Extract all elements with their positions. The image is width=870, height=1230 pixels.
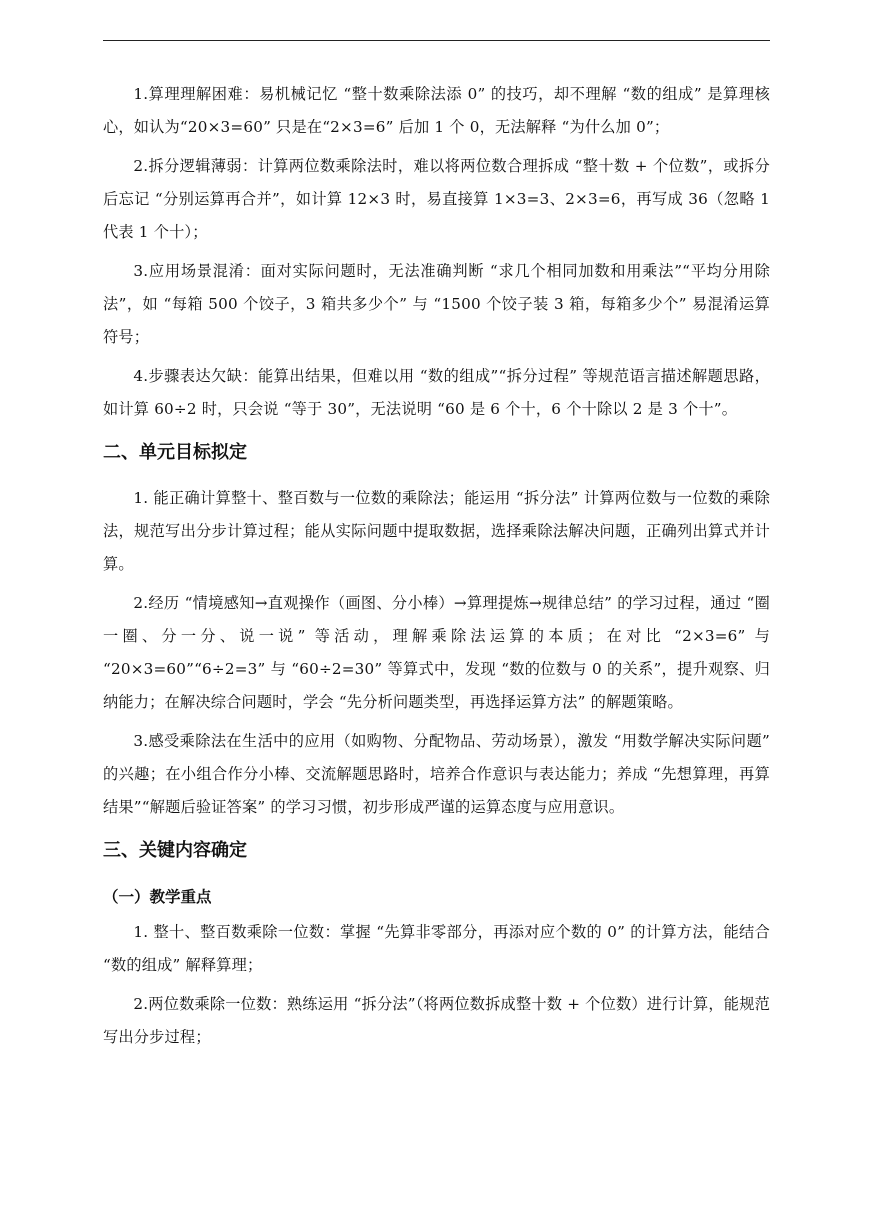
focus-item-2: 2.两位数乘除一位数：熟练运用 “拆分法”（将两位数拆成整十数 + 个位数）进行计算，能规范写出分步过程； [103,995,770,1046]
goal-item-3: 3.感受乘除法在生活中的应用（如购物、分配物品、劳动场景），激发 “用数学解决实际问题” 的兴趣；在小组合作分小棒、交流解题思路时，培养合作意识与表达能力；养成 “先想算理，再算结果”“解题后验证答案” 的学习习惯，初步形成严谨的运算态度与应用意识。 [103,732,770,816]
subheading-teaching-focus: （一）教学重点 [103,888,212,906]
header-rule [103,40,770,41]
section-heading-unit-goals: 二、单元目标拟定 [103,442,247,463]
section-heading-key-content: 三、关键内容确定 [103,840,247,861]
goal-item-1: 1. 能正确计算整十、整百数与一位数的乘除法；能运用 “拆分法” 计算两位数与一位数的乘除法，规范写出分步计算过程；能从实际问题中提取数据，选择乘除法解决问题，正确列出算式并计算。 [103,489,770,573]
focus-item-1: 1. 整十、整百数乘除一位数：掌握 “先算非零部分，再添对应个数的 0” 的计算方法，能结合 “数的组成” 解释算理； [103,923,770,974]
document-body [103,78,770,1060]
difficulty-item-4: 4.步骤表达欠缺：能算出结果，但难以用 “数的组成”“拆分过程” 等规范语言描述解题思路，如计算 60÷2 时，只会说 “等于 30”，无法说明 “60 是 6 个十，6 个十除以 2 是 3 个十”。 [103,367,770,418]
difficulty-item-3: 3.应用场景混淆：面对实际问题时，无法准确判断 “求几个相同加数和用乘法”“平均分用除法”，如 “每箱 500 个饺子，3 箱共多少个” 与 “1500 个饺子装 3 箱，每箱多少个” 易混淆运算符号； [103,262,770,346]
difficulty-item-1: 1.算理理解困难：易机械记忆 “整十数乘除法添 0” 的技巧，却不理解 “数的组成” 是算理核心，如认为“20×3=60” 只是在“2×3=6” 后加 1 个 0，无法解释 “为什么加 0”； [103,85,770,136]
difficulty-item-2: 2.拆分逻辑薄弱：计算两位数乘除法时，难以将两位数合理拆成 “整十数 + 个位数”，或拆分后忘记 “分别运算再合并”，如计算 12×3 时，易直接算 1×3=3、2×3=6，再写成 36（忽略 1 代表 1 个十）； [103,157,770,241]
goal-item-2: 2.经历 “情境感知→直观操作（画图、分小棒）→算理提炼→规律总结” 的学习过程，通过 “圈一圈、分一分、说一说” 等活动，理解乘除法运算的本质；在对比 “2×3=6” 与 “20×3=60”“6÷2=3” 与 “60÷2=30” 等算式中，发现 “数的位数与 0 的关系”，提升观察、归纳能力；在解决综合问题时，学会 “先分析问题类型，再选择运算方法” 的解题策略。 [103,594,770,711]
